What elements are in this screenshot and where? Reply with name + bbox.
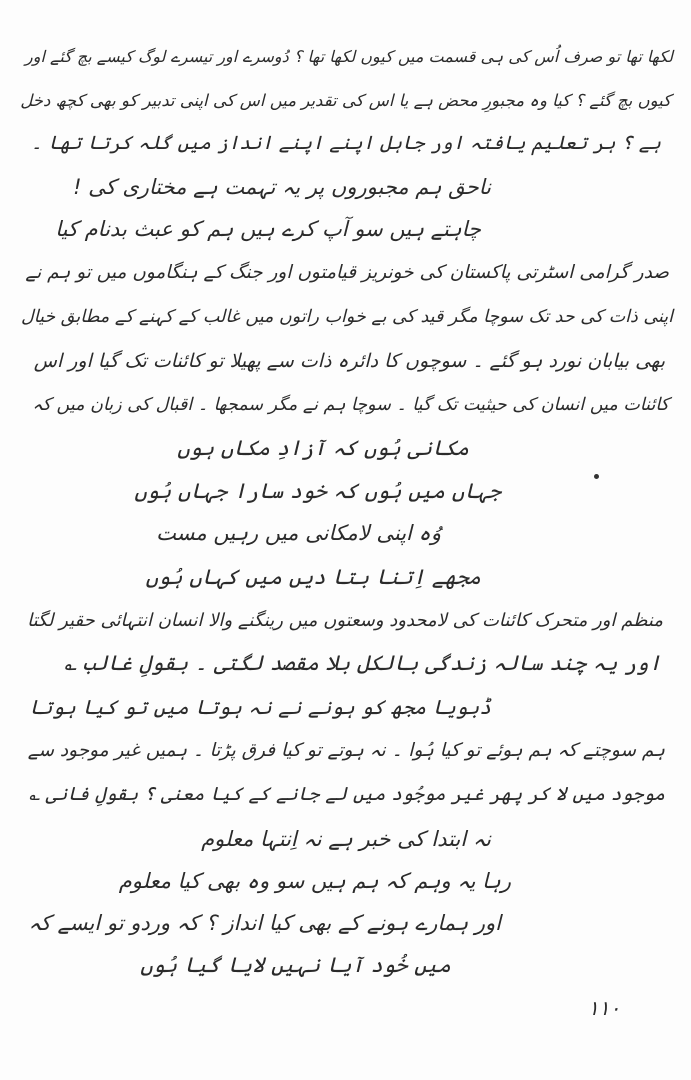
text-line: صدر گرامی اسٹرتی پاکستان کی خونریز قیامتوں اور جنگ کے ہنگاموں میں تو ہم نے bbox=[25, 262, 669, 283]
ink-dot bbox=[594, 474, 599, 479]
text-line: موجود میں لا کر پھر غیر موجُود میں لے جانے کے کیا معنی ؟ بقولِ فانی ؎ bbox=[28, 784, 665, 805]
verse-line: چاہتے ہیں سو آپ کرے ہیں ہم کو عبث بدنام کیا bbox=[55, 217, 481, 241]
text-line: منظم اور متحرک کائنات کی لامحدود وسعتوں میں رینگنے والا انسان انتہائی حقیر لگتا bbox=[27, 610, 663, 631]
verse-line: نہ ابتدا کی خبر ہے نہ اِنتہا معلوم bbox=[201, 827, 491, 851]
verse-line: ڈبویا مجھ کو ہونے نے نہ ہوتا میں تو کیا ہوتا bbox=[28, 695, 491, 719]
verse-line: رہا یہ وہم کہ ہم ہیں سو وہ بھی کیا معلوم bbox=[118, 869, 511, 893]
verse-line: جہاں میں ہُوں کہ خود سارا جہاں ہُوں bbox=[134, 479, 501, 503]
text-line: ہم سوچتے کہ ہم ہوئے تو کیا ہُوا ۔ نہ ہوتے تو کیا فرق پڑتا ۔ ہمیں غیر موجود سے bbox=[27, 740, 665, 761]
page-number: ۱۱۰ bbox=[588, 996, 621, 1020]
verse-line: مکانی ہُوں کہ آزادِ مکاں ہوں bbox=[177, 436, 469, 460]
text-line: بھی بیابان نورد ہو گئے ۔ سوچوں کا دائرہ ذات سے پھیلا تو کائنات تک گیا اور اس bbox=[33, 350, 665, 372]
text-line: کائنات میں انسان کی حیثیت تک گیا ۔ سوچا ہم نے مگر سمجھا ۔ اقبال کی زبان میں کہ bbox=[32, 395, 669, 415]
text-line: ہے ؟ ہر تعلیم یافتہ اور جاہل اپنے اپنے انداز میں گلہ کرتا تھا ۔ bbox=[30, 132, 661, 154]
verse-line: مجھے اِتنا بتا دیں میں کہاں ہُوں bbox=[145, 565, 481, 589]
text-line: لکھا تھا تو صرف اُس کی ہی قسمت میں کیوں لکھا تھا ؟ دُوسرے اور تیسرے لوگ کیسے بچ گئے اور bbox=[25, 47, 673, 66]
text-line: اپنی ذات کی حد تک سوچا مگر قید کی بے خواب راتوں میں غالب کے کہنے کے مطابق خیال bbox=[21, 307, 673, 327]
verse-line: میں خُود آیا نہیں لایا گیا ہُوں bbox=[140, 953, 451, 977]
text-line: کیوں بچ گئے ؟ کیا وہ مجبورِ محض ہے یا اس کی تقدیر میں اس کی اپنی تدبیر کو بھی کچھ دخل bbox=[20, 91, 671, 110]
text-line: اور ہمارے ہونے کے بھی کیا انداز ؟ کہ وردو تو ایسے کہ bbox=[28, 911, 501, 935]
verse-line: ناحق ہم مجبوروں پر یہ تہمت ہے مختاری کی ! bbox=[73, 175, 491, 199]
text-line: اور یہ چند سالہ زندگی بالکل بلا مقصد لگتی ۔ بقولِ غالب ؎ bbox=[64, 651, 661, 675]
verse-line: وُہ اپنی لامکانی میں رہیں مست bbox=[156, 521, 441, 545]
